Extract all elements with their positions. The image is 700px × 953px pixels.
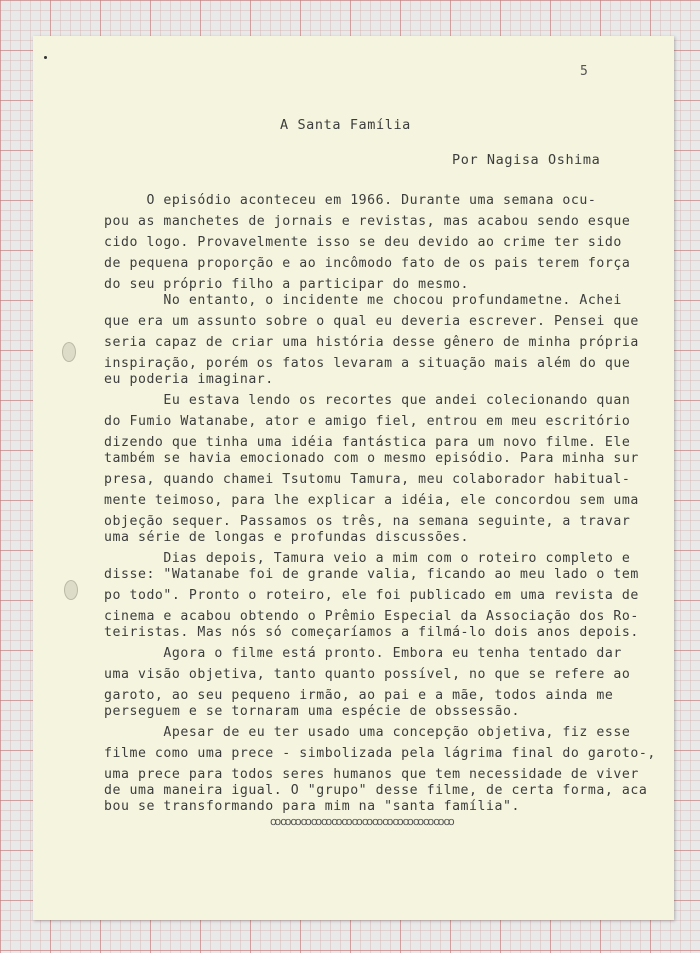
body-line: cido logo. Provavelmente isso se deu devido ao crime ter sido: [104, 235, 622, 250]
body-line: também se havia emocionado com o mesmo episódio. Para minha sur: [104, 451, 639, 466]
page-title: A Santa Família: [280, 117, 411, 133]
body-line: Dias depois, Tamura veio a mim com o roteiro completo e: [104, 551, 631, 566]
body-line: do Fumio Watanabe, ator e amigo fiel, entrou em meu escritório: [104, 414, 631, 429]
body-line: que era um assunto sobre o qual eu deveria escrever. Pensei que: [104, 314, 639, 329]
body-line: de pequena proporção e ao incômodo fato de os pais terem força: [104, 256, 631, 271]
punch-hole-top: [62, 342, 76, 362]
body-line: uma visão objetiva, tanto quanto possível, no que se refere ao: [104, 667, 631, 682]
end-flourish: ꝏꝏꝏꝏꝏꝏꝏꝏꝏꝏꝏꝏꝏꝏꝏꝏꝏꝏ: [270, 815, 454, 828]
body-line: teiristas. Mas nós só começaríamos a filmá-lo dois anos depois.: [104, 625, 639, 640]
body-line: bou se transformando para mim na "santa família".: [104, 799, 520, 814]
body-line: dizendo que tinha uma idéia fantástica para um novo filme. Ele: [104, 435, 631, 450]
body-line: seria capaz de criar uma história desse gênero de minha própria: [104, 335, 639, 350]
page-number: 5: [580, 64, 588, 79]
body-line: Eu estava lendo os recortes que andei colecionando quan: [104, 393, 631, 408]
body-line: pou as manchetes de jornais e revistas, mas acabou sendo esque: [104, 214, 631, 229]
punch-hole-bottom: [64, 580, 78, 600]
body-line: garoto, ao seu pequeno irmão, ao pai e a mãe, todos ainda me: [104, 688, 614, 703]
body-line: Agora o filme está pronto. Embora eu tenha tentado dar: [104, 646, 622, 661]
body-line: uma prece para todos seres humanos que tem necessidade de viver: [104, 767, 639, 782]
body-line: O episódio aconteceu em 1966. Durante uma semana ocu-: [104, 193, 597, 208]
body-line: filme como uma prece - simbolizada pela lágrima final do garoto-,: [104, 746, 656, 761]
body-line: mente teimoso, para lhe explicar a idéia, ele concordou sem uma: [104, 493, 639, 508]
body-line: cinema e acabou obtendo o Prêmio Especial da Associação dos Ro-: [104, 609, 639, 624]
author-line: Por Nagisa Oshima: [452, 152, 601, 168]
body-line: disse: "Watanabe foi de grande valia, ficando ao meu lado o tem: [104, 567, 639, 582]
body-line: de uma maneira igual. O "grupo" desse filme, de certa forma, aca: [104, 783, 648, 798]
body-line: perseguem e se tornaram uma espécie de obssessão.: [104, 704, 520, 719]
body-line: inspiração, porém os fatos levaram a situação mais além do que: [104, 356, 631, 371]
body-line: po todo". Pronto o roteiro, ele foi publicado em uma revista de: [104, 588, 639, 603]
pin-mark: [44, 56, 47, 59]
body-line: Apesar de eu ter usado uma concepção objetiva, fiz esse: [104, 725, 631, 740]
body-line: objeção sequer. Passamos os três, na semana seguinte, a travar: [104, 514, 631, 529]
body-line: No entanto, o incidente me chocou profundametne. Achei: [104, 293, 622, 308]
body-line: uma série de longas e profundas discussões.: [104, 530, 470, 545]
body-line: presa, quando chamei Tsutomu Tamura, meu colaborador habitual-: [104, 472, 631, 487]
body-line: eu poderia imaginar.: [104, 372, 274, 387]
body-line: do seu próprio filho a participar do mesmo.: [104, 277, 470, 292]
